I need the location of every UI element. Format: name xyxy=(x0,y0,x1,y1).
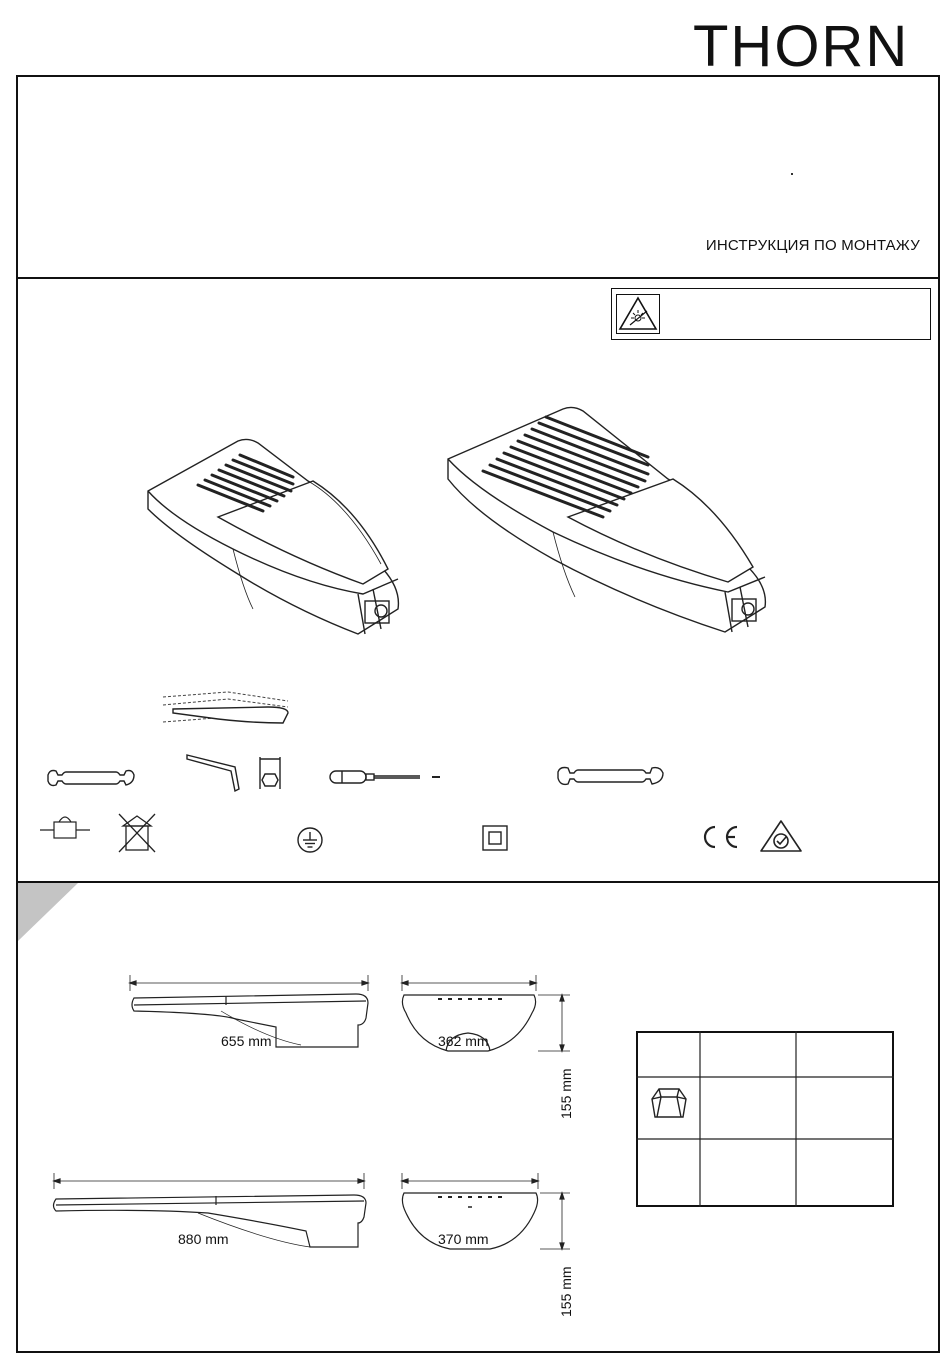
instruction-sheet-frame xyxy=(16,75,940,1353)
small-width-label: 362 mm xyxy=(438,1033,489,1049)
luminaire-large-illustration xyxy=(443,407,783,637)
header-section xyxy=(18,77,938,279)
large-front-view xyxy=(398,1161,598,1271)
dimensions-section xyxy=(18,883,938,1353)
thorn-logo: THORN xyxy=(693,14,910,79)
suspension-point-icon xyxy=(38,814,93,844)
large-length-label: 880 mm xyxy=(178,1231,229,1247)
small-front-view xyxy=(398,963,598,1073)
class-ii-insulation-icon xyxy=(482,825,508,851)
warning-box xyxy=(611,288,931,340)
uv-radiation-warning-icon xyxy=(616,294,660,334)
small-height-label: 155 mm xyxy=(558,1068,574,1119)
screwdriver-icon xyxy=(328,768,458,788)
protective-earth-icon xyxy=(296,826,324,854)
spec-table xyxy=(636,1031,894,1207)
small-length-label: 655 mm xyxy=(221,1033,272,1049)
hex-key-icon xyxy=(185,749,295,799)
wrench-icon xyxy=(46,769,136,789)
gem-weight-icon xyxy=(649,1083,689,1123)
not-for-household-waste-icon xyxy=(117,812,157,854)
luminaire-small-illustration xyxy=(143,439,413,639)
large-side-view xyxy=(48,1161,378,1271)
dot-mark xyxy=(791,173,793,175)
wrench-large-icon xyxy=(556,766,666,788)
tilt-angle-illustration xyxy=(158,687,298,732)
ce-mark-icon xyxy=(698,823,740,851)
corner-marker xyxy=(18,883,78,943)
small-side-view xyxy=(126,963,376,1073)
large-height-label: 155 mm xyxy=(558,1266,574,1317)
product-section xyxy=(18,279,938,883)
page-title: ИНСТРУКЦИЯ ПО МОНТАЖУ xyxy=(705,237,920,254)
large-width-label: 370 mm xyxy=(438,1231,489,1247)
rcm-check-icon xyxy=(759,819,803,853)
